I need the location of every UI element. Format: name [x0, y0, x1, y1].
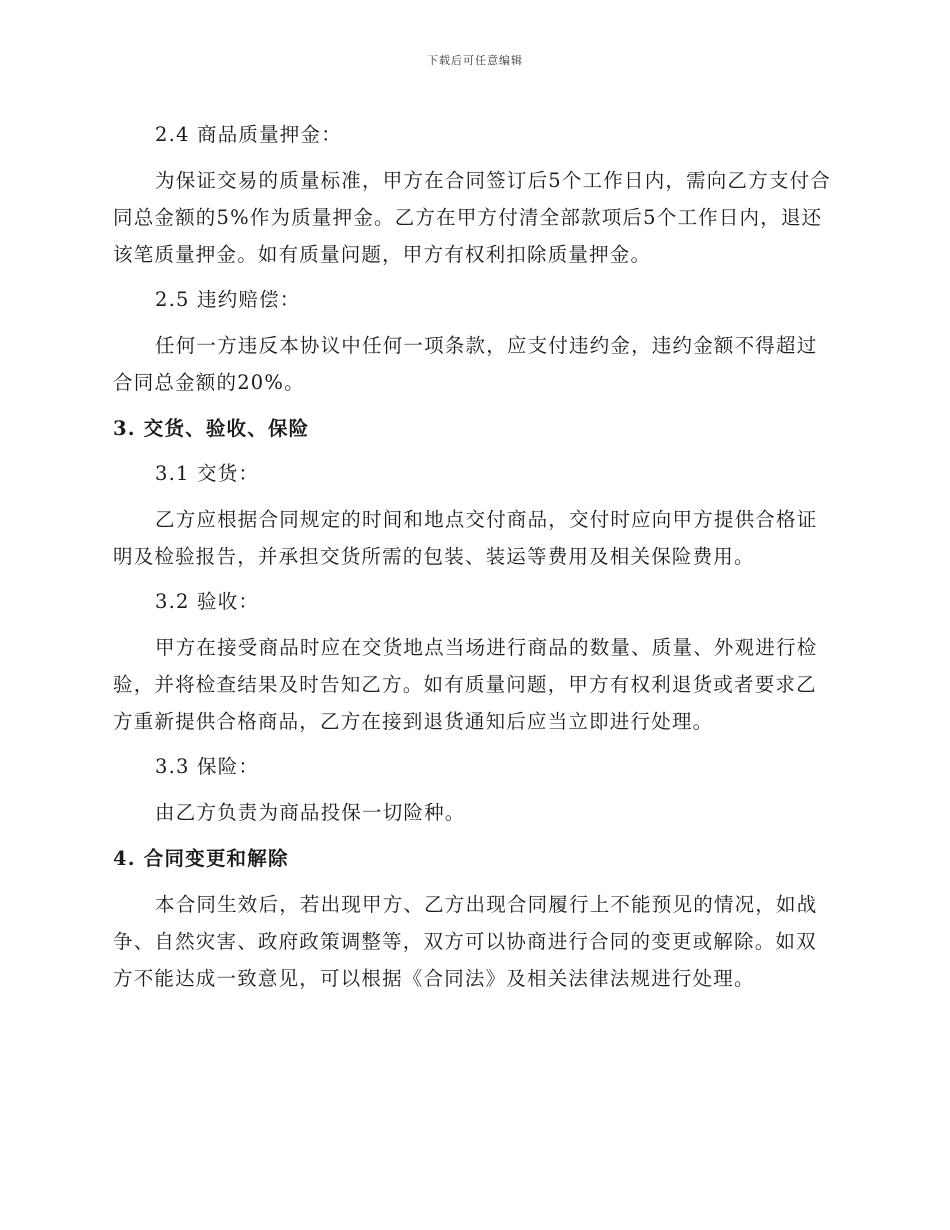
clause-3-2-text: 甲方在接受商品时应在交货地点当场进行商品的数量、质量、外观进行检验，并将检查结果及时告知乙方。如有质量问题，甲方有权利退货或者要求乙方重新提供合格商品，乙方在接到退货通知后应当立即进行处理。 [113, 636, 818, 733]
clause-2-5-heading: 2.5 违约赔偿： [155, 288, 301, 311]
document-body [113, 108, 835, 997]
clause-3-3-heading: 3.3 保险： [155, 755, 260, 778]
section-3-heading: 3. 交货、验收、保险 [113, 417, 310, 440]
clause-2-4-text: 为保证交易的质量标准，甲方在合同签订后5个工作日内，需向乙方支付合同总金额的5%作为质量押金。乙方在甲方付清全部款项后5个工作日内，退还该笔质量押金。如有质量问题，甲方有权利扣除质量押金。 [113, 169, 832, 266]
clause-3-3-text: 由乙方负责为商品投保一切险种。 [155, 801, 466, 824]
clause-3-1-heading: 3.1 交货： [155, 462, 260, 485]
page-header: 下载后可任意编辑 [427, 54, 523, 67]
section-4-text: 本合同生效后，若出现甲方、乙方出现合同履行上不能预见的情况，如战争、自然灾害、政府政策调整等，双方可以协商进行合同的变更或解除。如双方不能达成一致意见，可以根据《合同法》及相关法律法规进行处理。 [113, 893, 818, 990]
clause-2-4-heading: 2.4 商品质量押金： [155, 123, 342, 146]
section-4-heading: 4. 合同变更和解除 [113, 847, 289, 870]
clause-2-5-text: 任何一方违反本协议中任何一项条款，应支付违约金，违约金额不得超过合同总金额的20%。 [113, 334, 818, 394]
clause-3-1-text: 乙方应根据合同规定的时间和地点交付商品，交付时应向甲方提供合格证明及检验报告，并承担交货所需的包装、装运等费用及相关保险费用。 [113, 508, 818, 568]
clause-3-2-heading: 3.2 验收： [155, 590, 260, 613]
